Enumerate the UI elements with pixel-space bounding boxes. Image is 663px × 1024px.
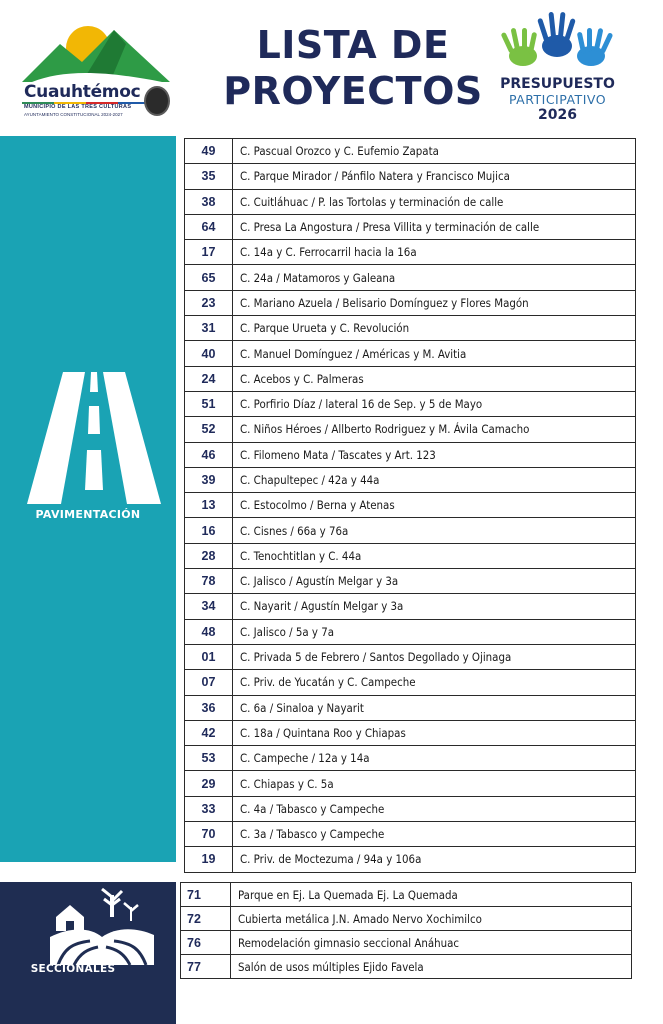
- table-row: [185, 467, 636, 492]
- table-row: [185, 139, 636, 164]
- table-row: [185, 391, 636, 416]
- mountains-sun-icon: [22, 22, 172, 82]
- table-row: [185, 265, 636, 290]
- project-description: C. Priv. de Yucatán y C. Campeche: [233, 670, 636, 695]
- project-number: 29: [185, 771, 233, 796]
- logo-line-2: PARTICIPATIVO: [508, 92, 607, 107]
- project-description: C. Parque Mirador / Pánfilo Natera y Francisco Mujica: [233, 164, 636, 189]
- table-row: [181, 955, 632, 979]
- project-number: 76: [181, 931, 231, 955]
- project-description: C. 14a y C. Ferrocarril hacia la 16a: [233, 240, 636, 265]
- table-row: [185, 290, 636, 315]
- project-number: 52: [185, 417, 233, 442]
- table-row: [185, 240, 636, 265]
- project-description: C. Filomeno Mata / Tascates y Art. 123: [233, 442, 636, 467]
- project-number: 40: [185, 341, 233, 366]
- project-number: 49: [185, 139, 233, 164]
- title-line-1: LISTA DE: [256, 23, 450, 67]
- project-number: 07: [185, 670, 233, 695]
- table-row: [181, 931, 632, 955]
- table-row: [185, 594, 636, 619]
- table-row: [185, 644, 636, 669]
- project-number: 65: [185, 265, 233, 290]
- project-description: C. Niños Héroes / Allberto Rodriguez y M. Ávila Camacho: [233, 417, 636, 442]
- table-row: [185, 366, 636, 391]
- project-number: 16: [185, 518, 233, 543]
- project-number: 78: [185, 569, 233, 594]
- project-description: C. Tenochtitlan y C. 44a: [233, 543, 636, 568]
- project-number: 42: [185, 720, 233, 745]
- project-number: 77: [181, 955, 231, 979]
- logo-line-1: PRESUPUESTO: [500, 76, 615, 92]
- brand-name: Cuauhtémoc: [24, 82, 141, 102]
- seccionales-table: [180, 882, 632, 979]
- road-icon: [27, 372, 161, 504]
- rural-landscape-icon: [50, 887, 154, 965]
- project-description: C. Chiapas y C. 5a: [233, 771, 636, 796]
- project-number: 17: [185, 240, 233, 265]
- project-description: C. Chapultepec / 42a y 44a: [233, 467, 636, 492]
- project-number: 19: [185, 847, 233, 872]
- logo-year: 2026: [538, 107, 577, 123]
- pavimentacion-panel: [0, 136, 176, 862]
- table-row: [185, 316, 636, 341]
- project-number: 46: [185, 442, 233, 467]
- table-row: [185, 796, 636, 821]
- project-number: 31: [185, 316, 233, 341]
- table-row: [185, 771, 636, 796]
- project-number: 70: [185, 822, 233, 847]
- project-description: C. Campeche / 12a y 14a: [233, 746, 636, 771]
- project-description: Cubierta metálica J.N. Amado Nervo Xochimilco: [231, 907, 632, 931]
- brand-tagline: AYUNTAMIENTO CONSTITUCIONAL 2024-2027: [24, 112, 123, 117]
- project-description: C. Jalisco / Agustín Melgar y 3a: [233, 569, 636, 594]
- project-number: 53: [185, 746, 233, 771]
- project-description: C. Jalisco / 5a y 7a: [233, 619, 636, 644]
- table-row: [181, 883, 632, 907]
- project-description: C. Acebos y C. Palmeras: [233, 366, 636, 391]
- project-description: C. Manuel Domínguez / Américas y M. Avitia: [233, 341, 636, 366]
- table-row: [185, 518, 636, 543]
- project-description: C. Nayarit / Agustín Melgar y 3a: [233, 594, 636, 619]
- project-description: C. 3a / Tabasco y Campeche: [233, 822, 636, 847]
- project-number: 71: [181, 883, 231, 907]
- project-number: 72: [181, 907, 231, 931]
- project-number: 48: [185, 619, 233, 644]
- brand-subtitle: MUNICIPIO DE LAS TRES CULTURAS: [24, 104, 132, 110]
- pavimentacion-table: [184, 138, 636, 873]
- title-line-2: PROYECTOS: [223, 69, 483, 113]
- project-description: C. Cuitláhuac / P. las Tortolas y terminación de calle: [233, 189, 636, 214]
- table-row: [185, 746, 636, 771]
- project-number: 38: [185, 189, 233, 214]
- table-row: [185, 442, 636, 467]
- project-description: C. 18a / Quintana Roo y Chiapas: [233, 720, 636, 745]
- project-description: Parque en Ej. La Quemada Ej. La Quemada: [231, 883, 632, 907]
- project-number: 24: [185, 366, 233, 391]
- project-number: 13: [185, 493, 233, 518]
- table-row: [185, 417, 636, 442]
- table-row: [185, 619, 636, 644]
- seccionales-panel: [0, 882, 176, 1024]
- project-description: Salón de usos múltiples Ejido Favela: [231, 955, 632, 979]
- presupuesto-participativo-logo: [495, 8, 625, 128]
- project-description: C. Presa La Angostura / Presa Villita y terminación de calle: [233, 214, 636, 239]
- cuauhtemoc-logo: [22, 22, 172, 122]
- project-description: C. 24a / Matamoros y Galeana: [233, 265, 636, 290]
- table-row: [185, 189, 636, 214]
- project-number: 51: [185, 391, 233, 416]
- table-row: [185, 822, 636, 847]
- table-row: [185, 341, 636, 366]
- project-description: C. Parque Urueta y C. Revolución: [233, 316, 636, 341]
- project-number: 33: [185, 796, 233, 821]
- hands-icon: [495, 8, 620, 78]
- project-description: C. 4a / Tabasco y Campeche: [233, 796, 636, 821]
- project-description: C. Pascual Orozco y C. Eufemio Zapata: [233, 139, 636, 164]
- project-number: 23: [185, 290, 233, 315]
- municipal-seal-icon: [144, 86, 170, 116]
- project-description: C. Porfirio Díaz / lateral 16 de Sep. y 5 de Mayo: [233, 391, 636, 416]
- project-number: 34: [185, 594, 233, 619]
- project-description: C. Cisnes / 66a y 76a: [233, 518, 636, 543]
- table-row: [185, 670, 636, 695]
- project-number: 28: [185, 543, 233, 568]
- project-description: C. 6a / Sinaloa y Nayarit: [233, 695, 636, 720]
- project-description: C. Priv. de Moctezuma / 94a y 106a: [233, 847, 636, 872]
- table-row: [185, 493, 636, 518]
- table-row: [185, 720, 636, 745]
- project-number: 39: [185, 467, 233, 492]
- project-number: 64: [185, 214, 233, 239]
- project-number: 01: [185, 644, 233, 669]
- table-row: [185, 569, 636, 594]
- project-number: 35: [185, 164, 233, 189]
- table-row: [185, 847, 636, 872]
- pavimentacion-label: PAVIMENTACIÓN: [35, 508, 141, 521]
- project-number: 36: [185, 695, 233, 720]
- seccionales-label: SECCIONALES: [30, 963, 116, 975]
- project-description: C. Estocolmo / Berna y Atenas: [233, 493, 636, 518]
- table-row: [185, 695, 636, 720]
- project-description: C. Privada 5 de Febrero / Santos Degollado y Ojinaga: [233, 644, 636, 669]
- project-description: C. Mariano Azuela / Belisario Domínguez y Flores Magón: [233, 290, 636, 315]
- table-row: [185, 543, 636, 568]
- table-row: [181, 907, 632, 931]
- page-title: [218, 22, 488, 114]
- table-row: [185, 164, 636, 189]
- project-description: Remodelación gimnasio seccional Anáhuac: [231, 931, 632, 955]
- table-row: [185, 214, 636, 239]
